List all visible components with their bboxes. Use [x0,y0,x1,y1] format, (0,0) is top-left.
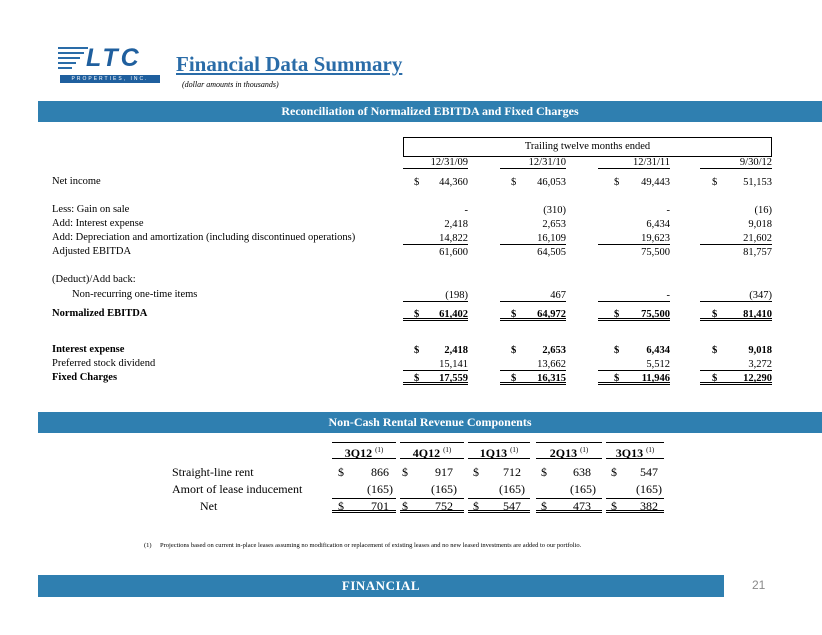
table-cell: $ 2,653 [511,345,566,356]
footnote-mark: (1) [144,542,152,549]
table-cell: 64,505 [537,247,566,258]
table-cell: 5,512 [598,358,670,371]
table-cell: - [464,205,468,216]
row-label: Amort of lease inducement [172,482,303,496]
table-cell: 19,623 [598,232,670,245]
table-cell: $ 866 [338,465,389,479]
table-cell: 9,018 [748,219,772,230]
table-cell: 3,272 [700,358,772,371]
row-label: Adjusted EBITDA [52,246,132,257]
table-cell: 21,602 [700,232,772,245]
table-cell: $ 64,972 [500,308,566,321]
table-cell: $ 547 [468,498,530,513]
row-label: Less: Gain on sale [52,204,130,215]
row-label: Add: Interest expense [52,218,144,229]
page-number: 21 [752,578,766,592]
table-cell: $ 2,418 [414,345,468,356]
row-label: Preferred stock dividend [52,358,156,369]
table-cell: (310) [543,205,566,216]
footer-band: FINANCIAL [38,575,724,597]
table-cell: $ 382 [606,498,664,513]
table-cell: 6,434 [646,219,670,230]
table-cell: $ 638 [541,465,591,479]
table-cell: $ 16,315 [500,372,566,385]
row-label: Add: Depreciation and amortization (including discontinued operations) [52,232,356,243]
row-label: (Deduct)/Add back: [52,274,136,285]
table-cell: $ 547 [611,465,658,479]
section-header-reconciliation: Reconciliation of Normalized EBITDA and Fixed Charges [38,101,822,122]
table-cell: $ 701 [332,498,396,513]
table-cell: $ 51,153 [712,177,772,188]
company-logo [58,44,162,84]
table-cell: $ 75,500 [598,308,670,321]
table-cell: $ 917 [402,465,453,479]
column-header: 12/31/09 [403,157,468,169]
logo-subtext: PROPERTIES, INC. [60,75,160,83]
table-cell: (347) [700,289,772,302]
table-cell: 14,822 [403,232,468,245]
table-cell: - [598,289,670,302]
table-cell: 75,500 [641,247,670,258]
row-label: Net [200,499,218,513]
table-cell: $ 752 [400,498,464,513]
table-cell: $ 12,290 [700,372,772,385]
row-label: Straight-line rent [172,465,254,479]
table-cell: 2,653 [542,219,566,230]
table-cell: $ 17,559 [403,372,468,385]
column-header: 2Q13 $^{(1)}$ [536,442,602,459]
table-cell: (165) [499,482,525,496]
section-header-non-cash: Non-Cash Rental Revenue Components [38,412,822,433]
table-cell: (165) [570,482,596,496]
column-header: 9/30/12 [700,157,772,169]
footnote [144,541,650,550]
table-cell: $ 44,360 [414,177,468,188]
page-title: Financial Data Summary [176,52,403,76]
table-cell: - [666,205,670,216]
table-cell: 15,141 [403,358,468,371]
logo-text: LTC [86,44,142,72]
column-header: 3Q12 $^{(1)}$ [332,442,396,459]
table-cell: $ 49,443 [614,177,670,188]
row-label: Interest expense [52,344,125,355]
table-cell: $ 473 [536,498,602,513]
table-cell: (198) [403,289,468,302]
ttm-header: Trailing twelve months ended [403,137,772,157]
column-header: 4Q12 $^{(1)}$ [400,442,464,459]
table-cell: (165) [367,482,393,496]
table-cell: 13,662 [500,358,566,371]
table-cell: $ 11,946 [598,372,670,385]
column-header: 1Q13 $^{(1)}$ [468,442,530,459]
table-cell: $ 81,410 [700,308,772,321]
table-cell: 467 [500,289,566,302]
row-label: Normalized EBITDA [52,308,148,319]
row-label: Non-recurring one-time items [72,289,198,300]
column-header: 12/31/11 [598,157,670,169]
column-header: 12/31/10 [500,157,566,169]
table-cell: 2,418 [444,219,468,230]
table-cell: (16) [754,205,772,216]
table-cell: (165) [636,482,662,496]
row-label: Fixed Charges [52,372,118,383]
page-subtitle: (dollar amounts in thousands) [182,80,279,89]
table-cell: $ 9,018 [712,345,772,356]
table-cell: 16,109 [500,232,566,245]
footnote-text: Projections based on current in-place leases assuming no modification or replacement of existing leases and no new leased investments are added to our portfolio. [160,542,582,549]
table-cell: 61,600 [439,247,468,258]
row-label: Net income [52,176,101,187]
column-header: 3Q13 $^{(1)}$ [606,442,664,459]
table-cell: $ 61,402 [403,308,468,321]
table-cell: 81,757 [743,247,772,258]
table-cell: $ 712 [473,465,521,479]
table-cell: $ 46,053 [511,177,566,188]
table-cell: (165) [431,482,457,496]
table-cell: $ 6,434 [614,345,670,356]
